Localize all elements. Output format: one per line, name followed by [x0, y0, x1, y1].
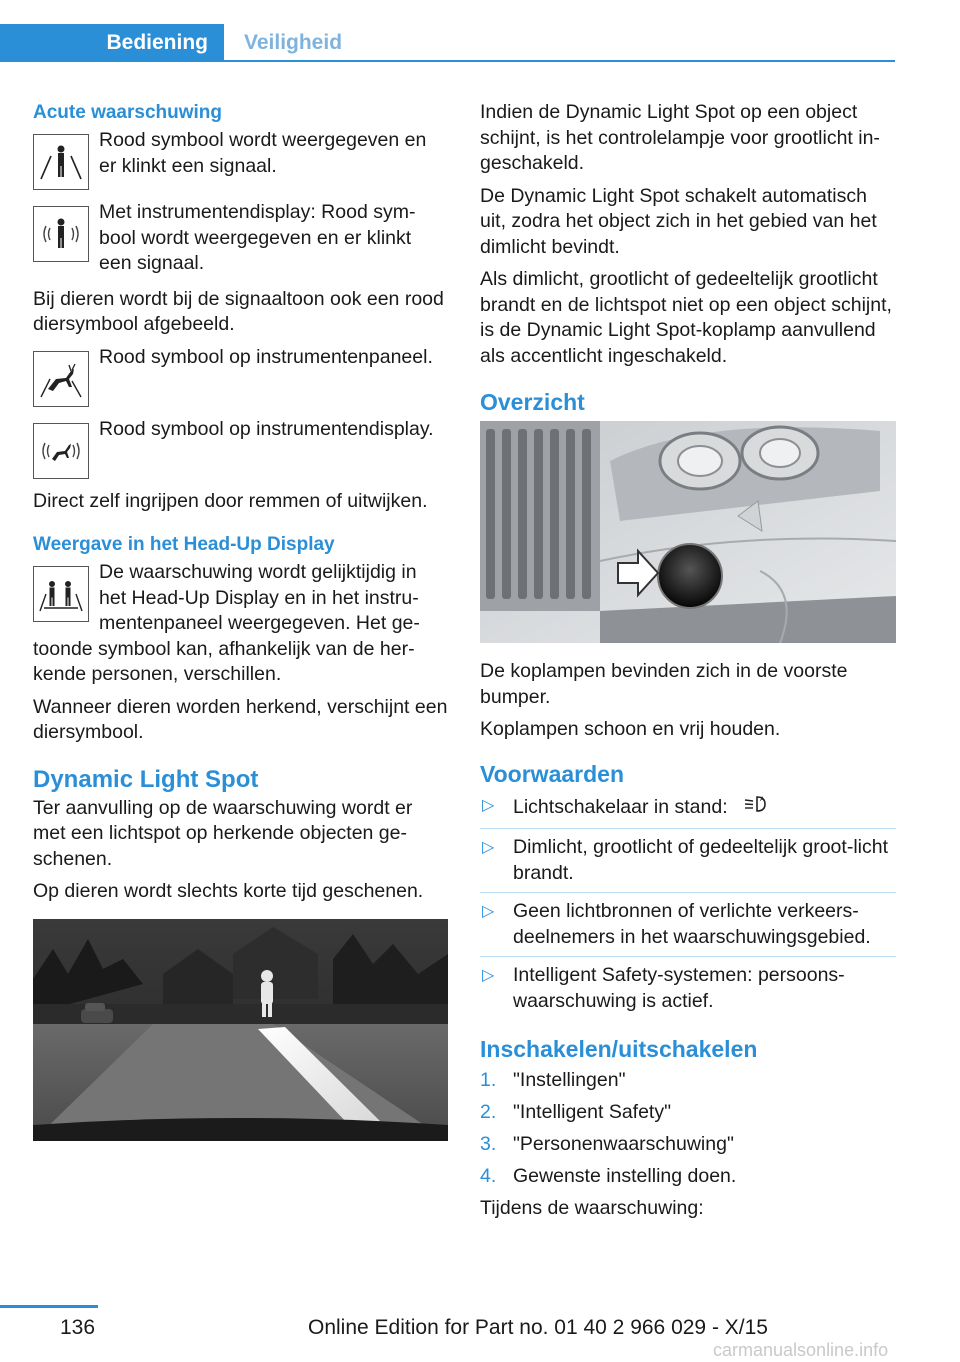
paragraph-schoon: Koplampen schoon en vrij houden. [480, 718, 781, 740]
paragraph-hud-animals: Wanneer dieren worden herkend, verschijnt een diersymbool. [33, 695, 448, 743]
step-item [480, 1068, 896, 1094]
paragraph-dls-2: Op dieren wordt slechts korte tijd geschenen. [33, 880, 424, 902]
icon3-description: Rood symbool op instrumentenpaneel. [99, 345, 433, 368]
paragraph-tijdens: Tijdens de waarschuwing: [480, 1197, 704, 1219]
step-number: 4. [480, 1165, 497, 1187]
night-road-illustration [33, 919, 448, 1141]
pedestrian-display-icon [33, 206, 89, 262]
condition-text: Intelligent Safety-systemen: persoons-waarschuwing is actief. [513, 964, 845, 1012]
condition-text: Geen lichtbronnen of verlichte verkeers-deelnemers in het waarschuwingsgebied. [513, 900, 871, 948]
condition-item [480, 899, 896, 957]
pedestrian-warning-icon [33, 134, 89, 190]
right-column [480, 100, 896, 1229]
paragraph-hud-continued: toonde symbool kan, afhankelijk van de her-kende personen, verschillen. [33, 637, 415, 685]
icon-row-hud [33, 560, 448, 637]
step-item [480, 1132, 896, 1158]
hud-persons-icon [33, 566, 89, 622]
triangle-bullet-icon: ▷ [482, 839, 495, 856]
icon4-description: Rood symbool op instrumentendisplay. [99, 417, 434, 440]
headlight-photo [480, 421, 896, 643]
heading-acute-waarschuwing: Acute waarschuwing [33, 102, 222, 123]
icon-row-person-display [33, 200, 448, 277]
page-number: 136 [60, 1316, 96, 1339]
footer-rule [0, 1305, 98, 1308]
paragraph-right-1: Indien de Dynamic Light Spot op een object schijnt, is het controlelampje voor grootlicht in-geschakeld. [480, 101, 880, 174]
icon5-description: De waarschuwing wordt gelijktijdig in het Head-Up Display en in het instru-mentenpaneel weergegeven. Het ge- [99, 561, 420, 634]
watermark: carmanualsonline.info [713, 1340, 889, 1360]
condition-item [480, 963, 896, 1020]
triangle-bullet-icon: ▷ [482, 903, 495, 920]
left-column [33, 100, 448, 1141]
icon2-description: Met instrumentendisplay: Rood sym-bool wordt weergegeven en er klinkt een signaal. [99, 201, 416, 274]
condition-text: Dimlicht, grootlicht of gedeeltelijk groot-licht brandt. [513, 836, 888, 884]
step-text: "Personenwaarschuwing" [513, 1133, 734, 1155]
auto-light-icon [743, 793, 769, 823]
deer-display-icon [33, 423, 89, 479]
steps-list [480, 1068, 896, 1190]
step-number: 1. [480, 1069, 497, 1091]
icon1-description: Rood symbool wordt weergegeven en er klinkt een signaal. [99, 129, 427, 177]
paragraph-animals: Bij dieren wordt bij de signaaltoon ook een rood diersymbool afgebeeld. [33, 287, 444, 335]
paragraph-koplampen: De koplampen bevinden zich in de voorste bumper. [480, 660, 848, 708]
heading-voorwaarden: Voorwaarden [480, 760, 624, 787]
svg-text:A: A [760, 795, 765, 803]
step-item [480, 1164, 896, 1190]
heading-dynamic-light-spot: Dynamic Light Spot [33, 765, 259, 793]
tab-bediening[interactable]: Bediening [0, 24, 224, 62]
triangle-bullet-icon: ▷ [482, 967, 495, 984]
step-text: Gewenste instelling doen. [513, 1165, 737, 1187]
step-number: 3. [480, 1133, 497, 1155]
condition-item [480, 835, 896, 893]
edition-text: Online Edition for Part no. 01 40 2 966 029 - X/15 [308, 1316, 768, 1339]
icon-row-animal-panel [33, 345, 448, 407]
paragraph-right-2: De Dynamic Light Spot schakelt automatisch uit, zodra het object zich in het gebied van het dimlicht bevindt. [480, 184, 877, 258]
condition-item [480, 793, 896, 830]
icon-row-animal-display [33, 417, 448, 479]
deer-warning-icon [33, 351, 89, 407]
step-text: "Instellingen" [513, 1069, 626, 1091]
tab-veiligheid[interactable]: Veiligheid [244, 31, 343, 54]
paragraph-direct: Direct zelf ingrijpen door remmen of uitwijken. [33, 489, 428, 512]
heading-inschakelen: Inschakelen/uitschakelen [480, 1036, 758, 1062]
chapter-tabbar [0, 24, 895, 62]
step-number: 2. [480, 1101, 497, 1123]
triangle-bullet-icon: ▷ [482, 796, 495, 814]
paragraph-dls-1: Ter aanvulling op de waarschuwing wordt er met een lichtspot op herkende objecten ge-schenen. [33, 796, 413, 870]
heading-head-up-display: Weergave in het Head-Up Display [33, 534, 335, 555]
step-item [480, 1100, 896, 1126]
conditions-list [480, 793, 896, 1021]
step-text: "Intelligent Safety" [513, 1101, 672, 1123]
paragraph-right-3: Als dimlicht, grootlicht of gedeeltelijk grootlicht brandt en de lichtspot niet op een object schijnt, is de Dynamic Light Spot-koplamp aanvullend als accentlicht ingeschakeld. [480, 268, 892, 367]
heading-overzicht: Overzicht [480, 389, 585, 415]
condition-text: Lichtschakelaar in stand: [513, 795, 728, 818]
icon-row-person-warning [33, 128, 448, 190]
